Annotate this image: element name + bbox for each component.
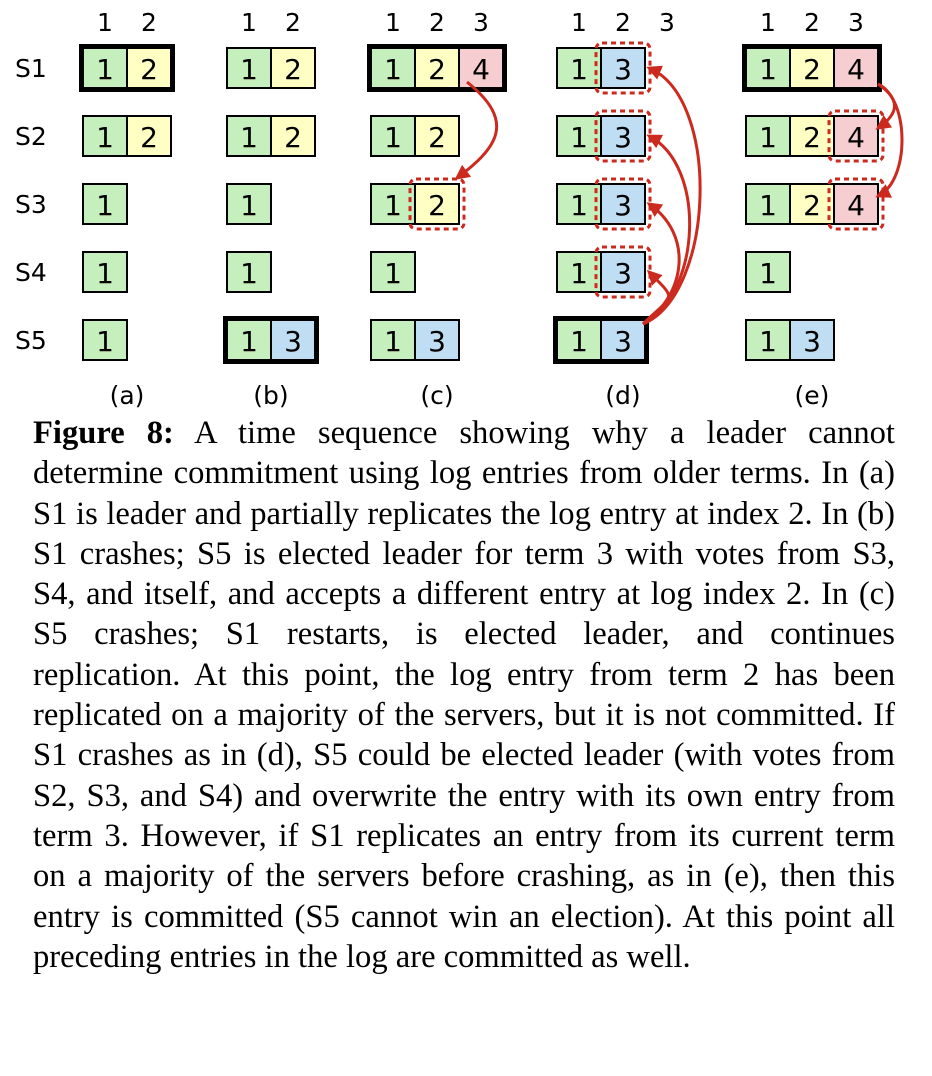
log-entry-term: 1 bbox=[384, 189, 402, 222]
log-entry-term: 1 bbox=[759, 53, 777, 86]
server-label-s3: S3 bbox=[15, 190, 47, 219]
log-entry-term: 4 bbox=[847, 189, 865, 222]
log-entry-term: 3 bbox=[803, 325, 821, 358]
panel-label: (a) bbox=[109, 381, 145, 410]
log-entry-term: 1 bbox=[240, 53, 258, 86]
log-index-header: 3 bbox=[659, 8, 675, 37]
replication-arrow bbox=[643, 68, 700, 324]
panel-d bbox=[556, 8, 701, 410]
log-entry-term: 2 bbox=[140, 53, 158, 86]
log-index-header: 2 bbox=[615, 8, 631, 37]
log-index-header: 3 bbox=[473, 8, 489, 37]
log-index-header: 1 bbox=[97, 8, 113, 37]
log-entry-term: 1 bbox=[759, 121, 777, 154]
panel-label: (d) bbox=[605, 381, 641, 410]
log-entry-term: 3 bbox=[614, 325, 632, 358]
log-entry-term: 2 bbox=[803, 121, 821, 154]
log-entry-term: 1 bbox=[96, 325, 114, 358]
log-entry-term: 3 bbox=[614, 121, 632, 154]
log-index-header: 2 bbox=[429, 8, 445, 37]
panel-a bbox=[82, 8, 173, 410]
log-entry-term: 1 bbox=[384, 53, 402, 86]
log-entry-term: 1 bbox=[570, 325, 588, 358]
log-index-header: 2 bbox=[285, 8, 301, 37]
server-label-s2: S2 bbox=[15, 122, 47, 151]
log-index-header: 1 bbox=[571, 8, 587, 37]
log-index-header: 2 bbox=[804, 8, 820, 37]
log-entry-term: 2 bbox=[803, 189, 821, 222]
log-entry-term: 1 bbox=[384, 257, 402, 290]
log-entry-term: 1 bbox=[240, 325, 258, 358]
log-entry-term: 2 bbox=[428, 121, 446, 154]
log-entry-term: 3 bbox=[428, 325, 446, 358]
panel-e bbox=[745, 8, 903, 410]
log-entry-term: 3 bbox=[284, 325, 302, 358]
log-entry-term: 2 bbox=[428, 189, 446, 222]
log-entry-term: 3 bbox=[614, 257, 632, 290]
log-entry-term: 1 bbox=[570, 121, 588, 154]
log-entry-term: 1 bbox=[384, 325, 402, 358]
log-panels bbox=[82, 8, 903, 410]
log-entry-term: 1 bbox=[240, 257, 258, 290]
log-entry-term: 4 bbox=[847, 53, 865, 86]
raft-log-figure bbox=[0, 0, 932, 410]
log-entry-term: 3 bbox=[614, 53, 632, 86]
log-entry-term: 2 bbox=[428, 53, 446, 86]
panel-label: (b) bbox=[253, 381, 289, 410]
log-entry-term: 1 bbox=[96, 53, 114, 86]
log-entry-term: 1 bbox=[96, 189, 114, 222]
log-entry-term: 2 bbox=[140, 121, 158, 154]
log-entry-term: 2 bbox=[284, 53, 302, 86]
replication-arrow bbox=[643, 136, 690, 324]
log-entry-term: 1 bbox=[759, 257, 777, 290]
server-label-s1: S1 bbox=[15, 54, 47, 83]
log-entry-term: 1 bbox=[240, 189, 258, 222]
log-index-header: 2 bbox=[141, 8, 157, 37]
panel-b bbox=[226, 8, 317, 410]
log-entry-term: 1 bbox=[570, 53, 588, 86]
log-entry-term: 1 bbox=[240, 121, 258, 154]
log-entry-term: 3 bbox=[614, 189, 632, 222]
log-entry-term: 4 bbox=[847, 121, 865, 154]
figure-caption bbox=[33, 413, 895, 977]
log-entry-term: 2 bbox=[284, 121, 302, 154]
log-entry-term: 1 bbox=[759, 325, 777, 358]
log-entry-term: 1 bbox=[96, 257, 114, 290]
panel-c bbox=[370, 8, 505, 410]
log-index-header: 1 bbox=[385, 8, 401, 37]
log-index-header: 1 bbox=[241, 8, 257, 37]
log-index-header: 1 bbox=[760, 8, 776, 37]
caption-text: A time sequence showing why a leader cannot determine commitment using log entries from older terms. In (a) S1 is leader and partially replicates the log entry at index 2. In (b) S1 crashes; S5 is elected leader for term 3 with votes from S3, S4, and itself, and accepts a different entry at log index 2. In (c) S5 crashes; S1 restarts, is elected leader, and continues replication. At this point, the log entry from term 2 has been replicated on a majority of the servers, but it is not committed. If S1 crashes as in (d), S5 could be elected leader (with votes from S2, S3, and S4) and overwrite the entry with its own entry from term 3. However, if S1 replicates an entry from its current term on a majority of the servers before crashing, as in (e), then this entry is committed (S5 cannot win an election). At this point all preceding entries in the log are committed as well. bbox=[33, 415, 895, 975]
server-label-s5: S5 bbox=[15, 326, 47, 355]
log-entry-term: 1 bbox=[384, 121, 402, 154]
replication-arrow bbox=[457, 82, 497, 178]
log-index-header: 3 bbox=[848, 8, 864, 37]
log-entry-term: 1 bbox=[759, 189, 777, 222]
log-entry-term: 1 bbox=[570, 189, 588, 222]
panel-label: (c) bbox=[420, 381, 454, 410]
server-labels bbox=[15, 54, 47, 355]
figure-label: Figure 8: bbox=[33, 415, 174, 451]
log-entry-term: 1 bbox=[570, 257, 588, 290]
log-entry-term: 2 bbox=[803, 53, 821, 86]
log-entry-term: 4 bbox=[472, 53, 490, 86]
panel-label: (e) bbox=[794, 381, 830, 410]
server-label-s4: S4 bbox=[15, 258, 47, 287]
log-entry-term: 1 bbox=[96, 121, 114, 154]
